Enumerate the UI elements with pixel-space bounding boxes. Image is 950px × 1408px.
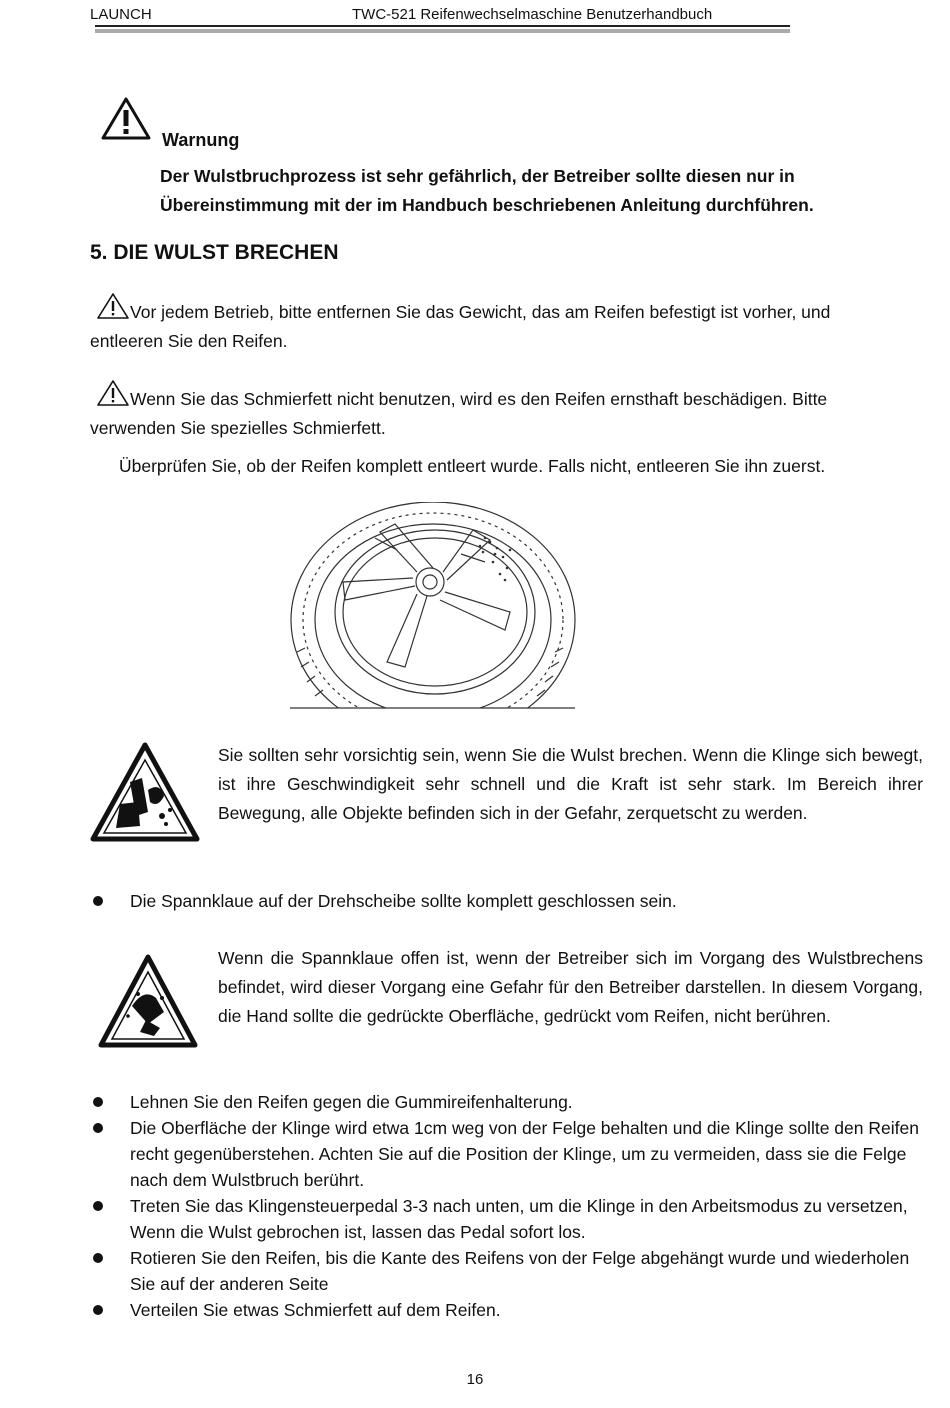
section-title: 5. DIE WULST BRECHEN — [90, 241, 339, 264]
warning-text-line1: Der Wulstbruchprozess ist sehr gefährlich, der Betreiber sollte diesen nur in — [160, 166, 795, 186]
note-remove-weights — [90, 292, 930, 356]
hand-hazard-icon — [98, 954, 198, 1048]
list-item — [90, 1115, 930, 1193]
note-grease — [90, 379, 930, 443]
crush-hazard-icon — [90, 742, 200, 842]
hazard1-text: Sie sollten sehr vorsichtig sein, wenn Sie die Wulst brechen. Wenn die Klinge sich bewegt, ist ihre Geschwindigkeit sehr schnell und die Kraft ist sehr stark. Im Bereich ihrer Bewegung, alle Objekte befinden sich in der Gefahr, zerquetscht zu werden. — [218, 745, 923, 823]
note1-line2: entleeren Sie den Reifen. — [90, 331, 288, 351]
header-brand: LAUNCH — [90, 6, 152, 23]
list-item-text: Die Spannklaue auf der Drehscheibe sollte komplett geschlossen sein. — [130, 891, 677, 911]
hazard2-text: Wenn die Spannklaue offen ist, wenn der Betreiber sich im Vorgang des Wulstbrechens befindet, wird dieser Vorgang eine Gefahr für den Betreiber darstellen. In diesem Vorgang, die Hand sollte die gedrückte Oberfläche, gedrückt vom Reifen, nicht berühren. — [218, 948, 923, 1026]
warning-triangle-icon — [96, 292, 130, 320]
bullet-dot — [93, 1305, 103, 1315]
bullet-dot — [93, 1253, 103, 1263]
wheel-illustration — [285, 502, 580, 714]
bullet-dot — [93, 896, 103, 906]
list-item-text: Verteilen Sie etwas Schmierfett auf dem Reifen. — [130, 1300, 501, 1320]
list-item-text: Lehnen Sie den Reifen gegen die Gummireifenhalterung. — [130, 1092, 573, 1112]
warning-triangle-icon — [100, 96, 152, 142]
warning-triangle-icon — [96, 379, 130, 407]
list-item-text: Die Oberfläche der Klinge wird etwa 1cm weg von der Felge behalten und die Klinge sollte den Reifen recht gegenüberstehen. Achten Sie auf die Position der Klinge, um zu vermeiden, dass sie die Felge nach dem Wulstbruch berührt. — [130, 1118, 919, 1190]
note2-line2: verwenden Sie spezielles Schmierfett. — [90, 418, 386, 438]
bullet-dot — [93, 1201, 103, 1211]
header-title: TWC-521 Reifenwechselmaschine Benutzerhandbuch — [352, 6, 713, 23]
note1-line1: Vor jedem Betrieb, bitte entfernen Sie das Gewicht, das am Reifen befestigt ist vorher, und — [130, 302, 831, 322]
list-item — [90, 1193, 930, 1245]
warning-text — [160, 162, 920, 220]
list-item-text: Treten Sie das Klingensteuerpedal 3-3 nach unten, um die Klinge in den Arbeitsmodus zu versetzen, Wenn die Wulst gebrochen ist, lassen das Pedal sofort los. — [130, 1196, 908, 1242]
header-rule-shadow — [95, 29, 790, 33]
list-item-text: Rotieren Sie den Reifen, bis die Kante des Reifens von der Felge abgehängt wurde und wiederholen Sie auf der anderen Seite — [130, 1248, 910, 1294]
warning-label: Warnung — [162, 130, 240, 150]
note2-line1: Wenn Sie das Schmierfett nicht benutzen, wird es den Reifen ernsthaft beschädigen. Bitte — [130, 389, 828, 409]
list-item — [90, 888, 930, 914]
warning-text-line2: Übereinstimmung mit der im Handbuch beschriebenen Anleitung durchführen. — [160, 195, 814, 215]
list-item — [90, 1089, 930, 1115]
bullet-dot — [93, 1097, 103, 1107]
list-item — [90, 1245, 930, 1297]
page-header — [90, 6, 790, 26]
list-item — [90, 1297, 930, 1323]
note-deflate: Überprüfen Sie, ob der Reifen komplett entleert wurde. Falls nicht, entleeren Sie ihn zuerst. — [119, 456, 826, 476]
bullet-list — [90, 1089, 930, 1323]
bullet-dot — [93, 1123, 103, 1133]
page-number: 16 — [466, 1371, 484, 1388]
bullet-list-top — [90, 888, 930, 914]
header-rule — [95, 25, 790, 27]
